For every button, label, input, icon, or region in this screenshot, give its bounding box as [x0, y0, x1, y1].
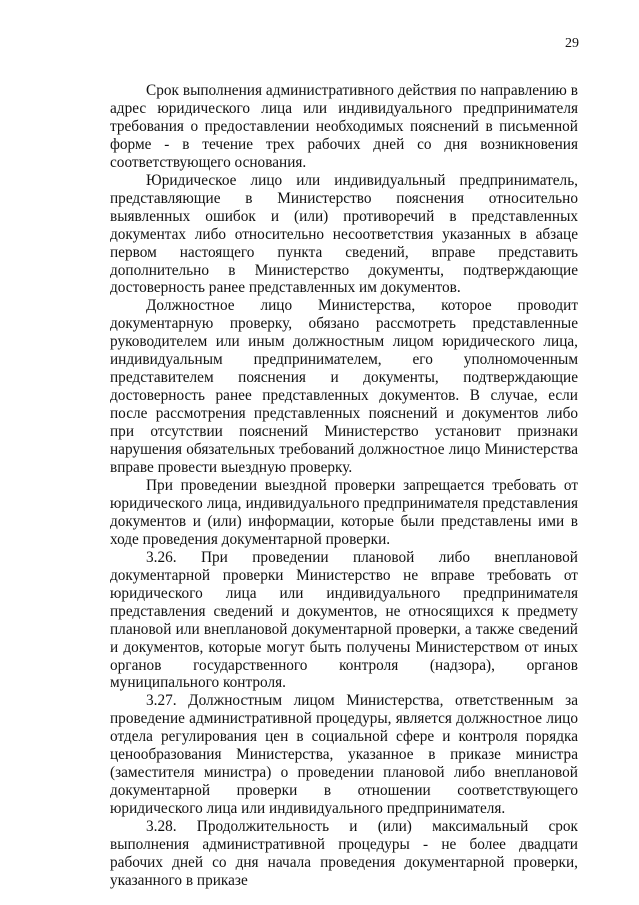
document-body [110, 82, 578, 890]
paragraph-3-26: 3.26. При проведении плановой либо внеплановой документарной проверки Министерство не вправе требовать от юридического лица или индивидуального предпринимателя представления сведений и документов, не относящихся к предмету плановой или внеплановой документарной проверки, а также сведений и документов, которые могут быть получены Министерством от иных органов государственного контроля (надзора), органов муниципального контроля. [110, 548, 578, 692]
paragraph-explanations: Юридическое лицо или индивидуальный предприниматель, представляющие в Министерство пояснения относительно выявленных ошибок и (или) противоречий в представленных документах либо относительно несоответствия указанных в абзаце первом настоящего пункта сведений, вправе представить дополнительно в Министерство документы, подтверждающие достоверность ранее представленных им документов. [110, 171, 578, 297]
page-number: 29 [565, 36, 579, 51]
paragraph-onsite-prohibition: При проведении выездной проверки запрещается требовать от юридического лица, индивидуального предпринимателя представления документов и (или) информации, которые были представлены ими в ходе проведения документарной проверки. [110, 476, 578, 548]
paragraph-deadline-request: Срок выполнения административного действия по направлению в адрес юридического лица или индивидуального предпринимателя требования о предоставлении необходимых пояснений в письменной форме - в течение трех рабочих дней со дня возникновения соответствующего основания. [110, 82, 578, 171]
paragraph-official-review: Должностное лицо Министерства, которое проводит документарную проверку, обязано рассмотреть представленные руководителем или иным должностным лицом юридического лица, индивидуальным предпринимателем, его уполномоченным представителем пояснения и документы, подтверждающие достоверность ранее представленных документов. В случае, если после рассмотрения представленных пояснений и документов либо при отсутствии пояснений Министерство установит признаки нарушения обязательных требований должностное лицо Министерства вправе провести выездную проверку. [110, 297, 578, 477]
paragraph-3-27: 3.27. Должностным лицом Министерства, ответственным за проведение административной процедуры, является должностное лицо отдела регулирования цен в социальной сфере и контроля порядка ценообразования Министерства, указанное в приказе министра (заместителя министра) о проведении плановой либо внеплановой документарной проверки в отношении соответствующего юридического лица или индивидуального предпринимателя. [110, 692, 578, 818]
paragraph-3-28: 3.28. Продолжительность и (или) максимальный срок выполнения административной процедуры - не более двадцати рабочих дней со дня начала проведения документарной проверки, указанного в приказе [110, 818, 578, 889]
